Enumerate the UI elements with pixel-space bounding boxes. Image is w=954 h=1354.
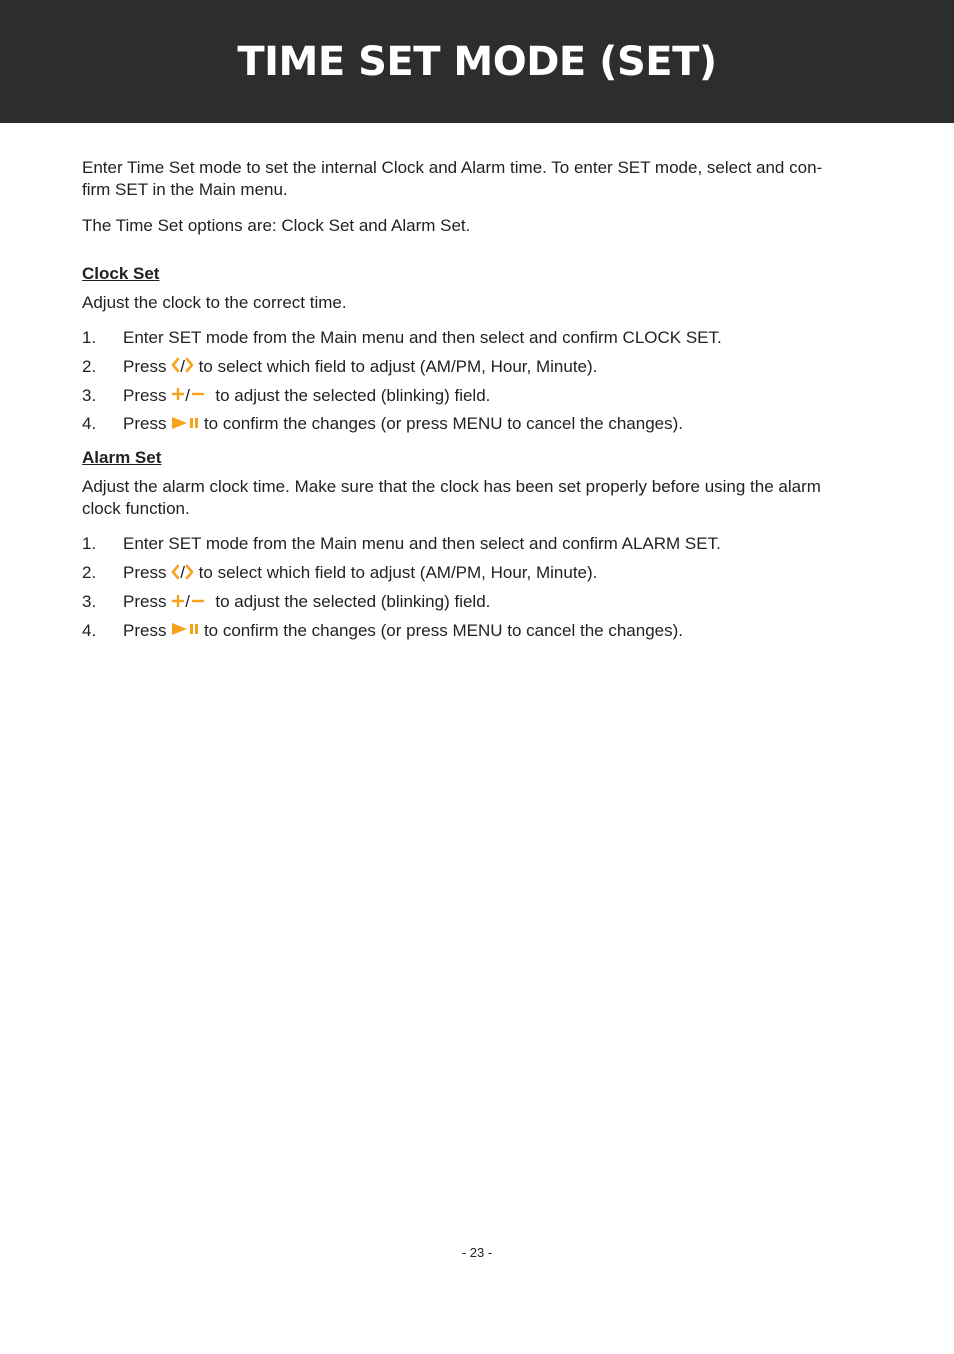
minus-icon (190, 387, 206, 401)
clock-set-description: Adjust the clock to the correct time. (82, 293, 347, 312)
options-paragraph: The Time Set options are: Clock Set and Alarm Set. (82, 216, 471, 235)
step-number: 1. (82, 534, 97, 554)
play-pause-icon (171, 622, 199, 636)
page-title: TIME SET MODE (SET) (237, 39, 717, 85)
step-number: 3. (82, 385, 97, 405)
page-content (82, 157, 874, 649)
chevron-right-icon (185, 564, 194, 580)
alarm-step-1 (82, 533, 874, 555)
play-pause-icon (171, 416, 199, 430)
step-text: to adjust the selected (blinking) field. (215, 385, 491, 405)
step-number: 4. (82, 414, 97, 434)
step-press: Press (123, 563, 167, 583)
chevron-left-icon (171, 357, 180, 373)
alarm-desc-line-1: Adjust the alarm clock time. Make sure that the clock has been set properly before using the alarm (82, 477, 821, 497)
step-number: 2. (82, 563, 97, 583)
minus-icon (190, 594, 206, 608)
step-text: to confirm the changes (or press MENU to cancel the changes). (203, 414, 683, 434)
step-number: 3. (82, 591, 97, 611)
chevron-left-icon (171, 564, 180, 580)
step-press: Press (123, 620, 167, 640)
plus-icon (171, 387, 185, 401)
clock-step-3 (82, 385, 874, 407)
intro-paragraph (82, 157, 874, 201)
step-press: Press (123, 356, 167, 376)
step-number: 4. (82, 620, 97, 640)
step-text: Enter SET mode from the Main menu and then select and confirm CLOCK SET. (123, 328, 722, 347)
alarm-step-4 (82, 620, 874, 642)
intro-line-2: firm SET in the Main menu. (82, 180, 288, 199)
alarm-set-description (82, 476, 874, 520)
step-press: Press (123, 385, 167, 405)
alarm-set-heading: Alarm Set (82, 448, 162, 468)
intro-line-1: Enter Time Set mode to set the internal Clock and Alarm time. To enter SET mode, select and con- (82, 158, 823, 177)
step-text: Enter SET mode from the Main menu and then select and confirm ALARM SET. (123, 534, 721, 554)
step-number: 1. (82, 328, 97, 347)
step-separator: / (185, 385, 190, 405)
step-text: to select which field to adjust (AM/PM, Hour, Minute). (198, 563, 598, 583)
clock-step-4 (82, 413, 874, 435)
step-press: Press (123, 414, 167, 434)
step-press: Press (123, 591, 167, 611)
step-text: to confirm the changes (or press MENU to cancel the changes). (203, 620, 683, 640)
step-text: to select which field to adjust (AM/PM, Hour, Minute). (198, 356, 598, 376)
clock-step-1 (82, 327, 874, 349)
alarm-step-2 (82, 562, 874, 584)
alarm-set-steps (82, 533, 874, 641)
plus-icon (171, 594, 185, 608)
page-number: - 23 - (461, 1245, 493, 1260)
step-separator: / (185, 591, 190, 611)
clock-step-2 (82, 356, 874, 378)
alarm-desc-line-2: clock function. (82, 499, 190, 519)
clock-set-heading: Clock Set (82, 264, 160, 283)
step-separator: / (180, 563, 185, 583)
clock-set-steps (82, 327, 874, 435)
chevron-right-icon (185, 357, 194, 373)
step-text: to adjust the selected (blinking) field. (215, 591, 491, 611)
alarm-step-3 (82, 591, 874, 613)
step-separator: / (180, 356, 185, 376)
step-number: 2. (82, 356, 97, 376)
